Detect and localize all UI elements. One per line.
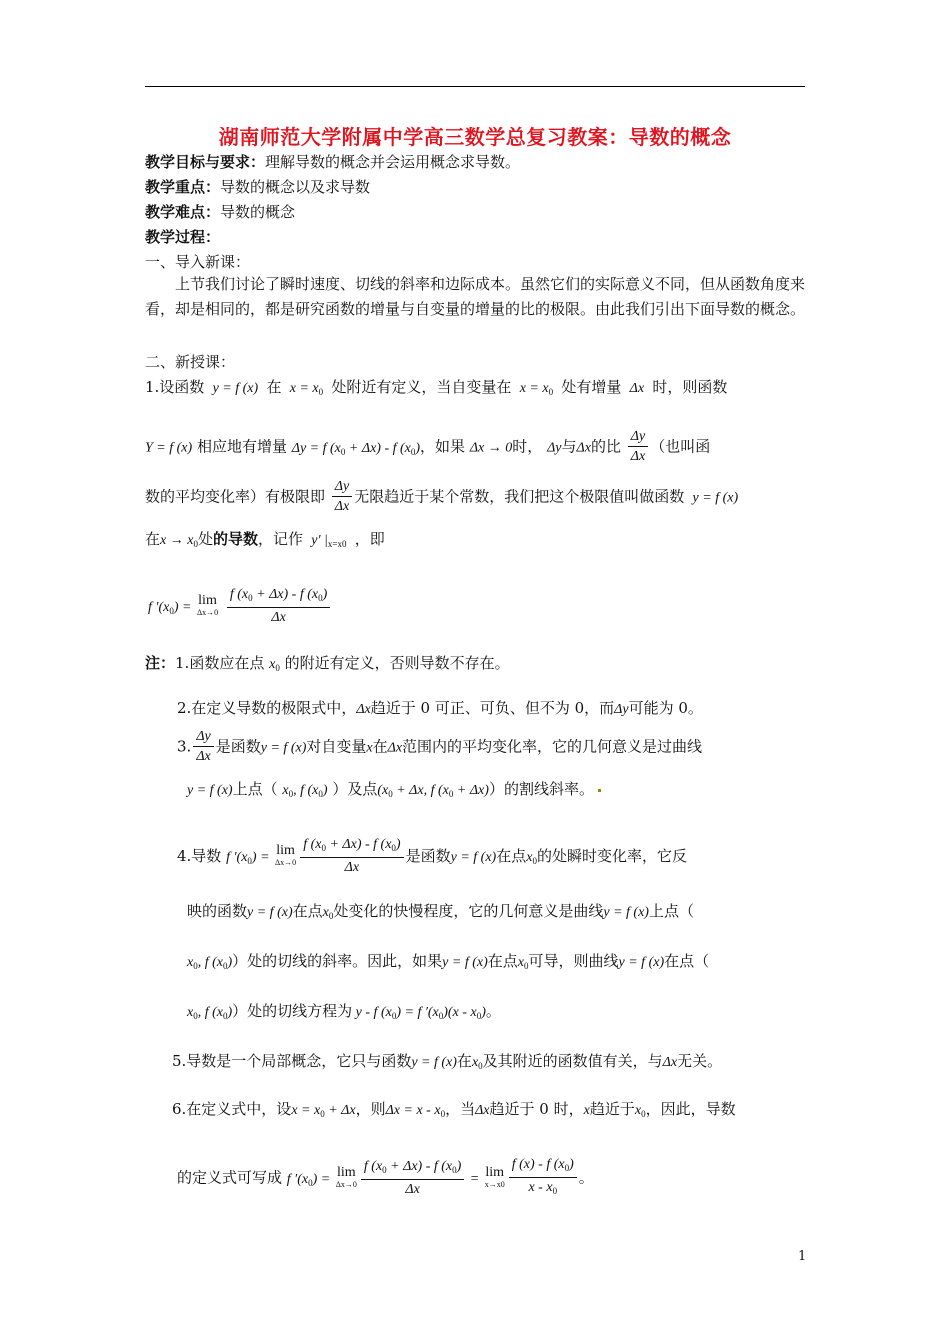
section2-heading: 二、新授课： (145, 353, 236, 371)
derivative-formula: f $'(x_0)$ = lim Δx→0 $\frac{f (x_0 + \Delta x) - f (x_0)}{\Delta x}$ (148, 586, 332, 628)
goal-label: 教学目标与要求： (145, 153, 266, 171)
key-label: 教学重点： (145, 178, 221, 196)
note-6-line-1: 6.在定义式中，设$x = x_0 + \Delta x$，则$\Delta x = x - x_0$，当Δx趋近于 0 时，x趋近于$x_0$，因此，导数 (172, 1100, 736, 1119)
note-5: 5.导数是一个局部概念，它只与函数y = f (x)在$x_0$及其附近的函数值有关，与Δx无关。 (172, 1052, 723, 1071)
note-4-line-3: $x_0$, f $(x_0)$）处的切线的斜率。因此，如果y = f (x)在点$x_0$可导，则曲线y = f (x)在点（ (187, 952, 710, 971)
note-2: 2.在定义导数的极限式中，Δx趋近于 0 可正、可负、但不为 0，而Δy可能为 0。 (177, 699, 703, 717)
page-title: 湖南师范大学附属中学高三数学总复习教案：导数的概念 (218, 125, 732, 149)
def-line-1: 1.设函数 y = f (x) 在 $x = x_0$ 处附近有定义，当自变量在 $x = x_0$ 处有增量 Δx 时，则函数 (145, 378, 728, 397)
note-4-line-2: 映的函数y = f (x)在点$x_0$处变化的快慢程度，它的几何意义是曲线y = f (x)上点（ (187, 902, 694, 921)
page-number: 1 (798, 1249, 807, 1264)
section1-heading: 一、导入新课： (145, 253, 251, 271)
section1-paragraph: 上节我们讨论了瞬时速度、切线的斜率和边际成本。虽然它们的实际意义不同，但从函数角度来看，却是相同的，都是研究函数的增量与自变量的增量的比的极限。由此我们引出下面导数的概念。 (145, 275, 806, 318)
note-3-line-2: y = f (x)上点（ $x_0$, f $(x_0)$ ）及点($x_0 + \Delta x$, f $(x_0 + \Delta x)$）的割线斜率。 (187, 778, 601, 799)
key-text: 导数的概念以及求导数 (220, 178, 371, 196)
key-line (145, 177, 370, 197)
process-label: 教学过程： (145, 228, 221, 246)
def-line-2: Y = f (x) 相应地有增量 Δy = f $(x_0 + \Delta x) - f$ $(x_0)$，如果 Δx → 0时， Δy与Δx的比 $\frac{\Delta y}{\Delta x}$ （也叫函 (145, 429, 711, 464)
def-line-4: 在$x \to x_0$处的导数，记作 y′ $|_{x=x0}$ ，即 (145, 530, 385, 549)
note-4-line-1: 4.导数 f $'(x_0)$ = lim Δx→0 $\frac{f (x_0 + \Delta x) - f (x_0)}{\Delta x}$ 是函数y = f (x)在点$x_0$的处瞬时变化率，它反 (177, 837, 687, 875)
header-rule (145, 86, 805, 87)
note-3-line-1: 3. $\frac{\Delta y}{\Delta x}$ 是函数y = f (x)对自变量x在Δx范围内的平均变化率，它的几何意义是过曲线 (177, 729, 703, 764)
goal-line (145, 152, 520, 172)
marker-dot (598, 789, 601, 792)
def-line-3: 数的平均变化率）有极限即 $\frac{\Delta y}{\Delta x}$ 无限趋近于某个常数，我们把这个极限值叫做函数 y = f (x) (145, 479, 739, 514)
note-1: 注：1.函数应在点 $x_0$ 的附近有定义，否则导数不存在。 (145, 654, 510, 673)
note-4-line-4: $x_0$, f $(x_0)$）处的切线方程为 y - f $(x_0) = f$ $'(x_0)(x - x_0)$。 (187, 1002, 501, 1021)
goal-text: 理解导数的概念并会运用概念求导数。 (265, 153, 521, 171)
hard-label: 教学难点： (145, 203, 221, 221)
hard-text: 导数的概念 (220, 203, 296, 221)
note-6-line-2: 的定义式可写成 f $'(x_0)$ = lim Δx→0 $\frac{f (x_0 + \Delta x) - f (x_0)}{\Delta x}$ = lim x→x0 $\frac{f (x) - f (x_0)}{x - x_0}$ 。 (177, 1157, 594, 1197)
hard-line (145, 202, 295, 222)
process-line (145, 227, 220, 247)
